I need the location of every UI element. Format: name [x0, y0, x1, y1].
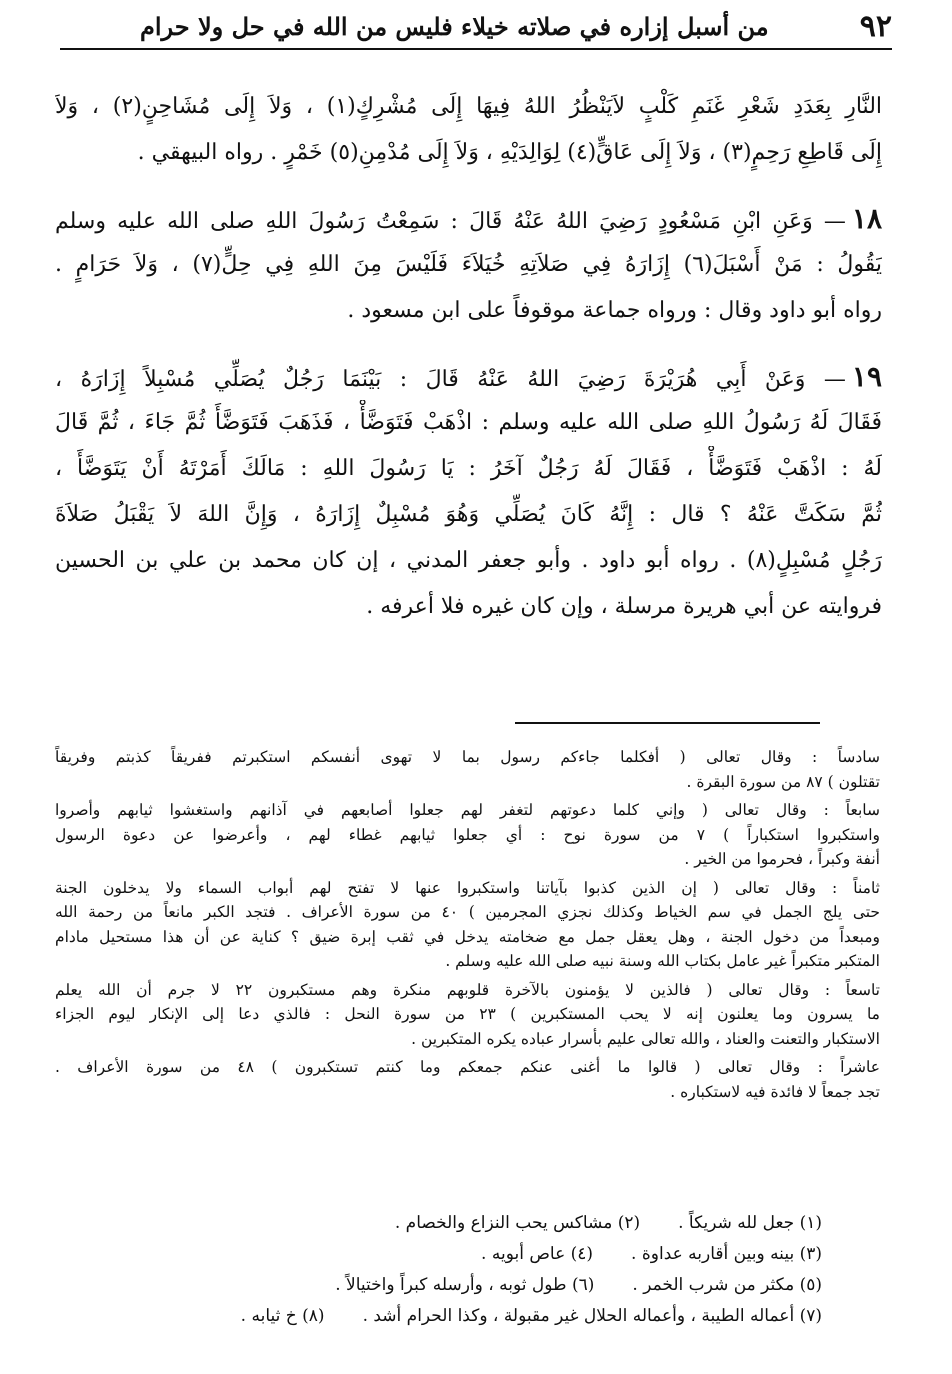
footnotes	[55, 745, 880, 1104]
text-line: رواه أبو داود وقال : ورواه جماعة موقوفاً على ابن مسعود .	[347, 298, 882, 323]
footnote-line: سادساً : وقال تعالى ( أفكلما جاءكم رسول بما لا تهوى أنفسكم استكبرتم ففريقاً كذبتم وفريقاً	[55, 748, 880, 766]
hadith-19-first-line	[55, 354, 882, 400]
note-item: (٤) عاص أبويه .	[481, 1244, 594, 1264]
note-row	[60, 1270, 822, 1301]
footnote-line: واستكبروا استكباراً ) ٧ من سورة نوح : أي جعلوا ثيابهم غطاء لهم ، وأعرضوا عن دعوة الرسول	[55, 825, 880, 844]
note-item: (٦) طول ثوبه ، وأرسله كبراً واختيالاً .	[335, 1275, 595, 1295]
page-number: ٩٢	[859, 8, 892, 44]
footnote-line: ما يسرون وما يعلنون إنه لا يحب المستكبرين ) ٢٣ من سورة النحل : فالذي دعا إلى الإنكار ليوم الجزاء	[55, 1005, 880, 1023]
note-row	[60, 1208, 822, 1239]
note-item: (١) جعل لله شريكاً .	[678, 1213, 822, 1233]
text-line: فَقَالَ لَهُ رَسُولُ اللهِ صلى الله عليه وسلم : اذْهَبْ فَتَوَضَّأْ ، فَذَهَبَ فَتَوَضَّأَ ثُمَّ جَاءَ ، ثُمَّ قَالَ	[55, 410, 882, 435]
text-line: يَقُولُ : مَنْ أَسْبَلَ(٦) إِزَارَهُ فِي صَلاَتِهِ خُيَلاَءَ فَلَيْسَ مِنَ اللهِ فِي حِلٍّ(٧) ، وَلاَ حَرَامٍ .	[55, 252, 882, 277]
footnote-line: تجد جمعاً لا فائدة فيه لاستكباره .	[670, 1082, 880, 1101]
text-line: رَجُلٍ مُسْبِلٍ(٨) . رواه أبو داود . وأبو جعفر المدني ، إن كان محمد بن علي بن الحسين	[55, 548, 882, 573]
footnote-line: ومبعداً من دخول الجنة ، وهل يعقل جمل مع ضخامته يدخل في ثقب إبرة ضيق ؟ كناية عن أن هذا مستحيل مادام	[55, 927, 880, 946]
hadith-number: ١٨	[851, 202, 882, 235]
word-notes	[60, 1208, 822, 1332]
text-line: النَّارِ بِعَدَدِ شَعْرِ غَنَمِ كَلْبٍ لاَيَنْظُرُ اللهُ فِيهَا إِلَى مُشْرِكٍ(١) ، وَلاَ إِلَى مُشَاحِنٍ(٢) ، وَلاَ	[55, 94, 882, 119]
footnote-line: ثامناً : وقال تعالى ( إن الذين كذبوا بآياتنا واستكبروا عنها لا تفتح لهم أبواب السماء ولا يدخلون الجنة	[55, 878, 880, 897]
text-line: فروايته عن أبي هريرة مرسلة ، وإن كان غيره فلا أعرفه .	[366, 594, 882, 619]
note-item: (٥) مكثر من شرب الخمر .	[632, 1275, 822, 1295]
footnote-line: حتى يلج الجمل في سم الخياط وكذلك نجزي المجرمين ) ٤٠ من سورة الأعراف . فتجد الكبر مانعاً من رحمة الله	[55, 903, 880, 921]
note-item: (٣) بينه وبين أقاربه عداوة .	[631, 1244, 822, 1264]
text-line: — وَعَنِ ابْنِ مَسْعُودٍ رَضِيَ اللهُ عَنْهُ قَالَ : سَمِعْتُ رَسُولَ اللهِ صلى الله عليه وسلم	[55, 209, 846, 234]
text-line: — وَعَنْ أَبِي هُرَيْرَةَ رَضِيَ اللهُ عَنْهُ قَالَ : بَيْنَمَا رَجُلٌ يُصَلِّي مُسْبِلاً إِزَارَهُ ،	[55, 367, 846, 392]
hadith-number: ١٩	[851, 360, 882, 393]
note-item: (٧) أعماله الطيبة ، وأعماله الحلال غير مقبولة ، وكذا الحرام أشد .	[362, 1306, 822, 1326]
footnote-line: المتكبر متكبراً غير عامل بكتاب الله وسنة نبيه صلى الله عليه وسلم .	[445, 952, 880, 970]
note-item: (٢) مشاكس يحب النزاع والخصام .	[394, 1213, 641, 1233]
main-text	[55, 84, 882, 630]
hadith-18-first-line	[55, 196, 882, 242]
footnote-line: سابعاً : وقال تعالى ( وإني كلما دعوتهم لتغفر لهم جعلوا أصابعهم في آذانهم واستغشوا ثيابهم وأصروا	[55, 801, 880, 819]
note-row	[60, 1301, 822, 1332]
footnote-line: تاسعاً : وقال تعالى ( فالذين لا يؤمنون بالآخرة قلوبهم منكرة وهم مستكبرون ٢٢ لا جرم أن الله يعلم	[55, 980, 880, 999]
note-row	[60, 1239, 822, 1270]
footnote-line: أنفة وكبراً ، فحرموا من الخير .	[684, 850, 880, 868]
footnote-line: تقتلون ) ٨٧ من سورة البقرة .	[686, 772, 880, 791]
footnote-line: عاشراً : وقال تعالى ( قالوا ما أغنى عنكم جمعكم وما كنتم تستكبرون ) ٤٨ من سورة الأعراف .	[55, 1058, 880, 1076]
text-line: لَهُ : اذْهَبْ فَتَوَضَّأْ ، فَقَالَ لَهُ رَجُلٌ آخَرُ : يَا رَسُولَ اللهِ : مَالَكَ أَمَرْتَهُ أَنْ يَتَوَضَّأَ ،	[55, 456, 882, 481]
text-line: إِلَى قَاطِعِ رَحِمٍ(٣) ، وَلاَ إِلَى عَاقٍّ(٤) لِوَالِدَيْهِ ، وَلاَ إِلَى مُدْمِنِ(٥) خَمْرٍ . رواه البيهقي .	[137, 140, 882, 165]
page-header	[60, 4, 892, 50]
running-title: من أسبل إزاره في صلاته خيلاء فليس من الله في حل ولا حرام	[140, 11, 769, 41]
text-line: ثُمَّ سَكَتَّ عَنْهُ ؟ قال : إِنَّهُ كَانَ يُصَلِّي وَهُوَ مُسْبِلٌ إِزَارَهُ ، وَإِنَّ اللهَ لاَ يَقْبَلُ صَلاَةَ	[55, 502, 882, 527]
footnote-line: الاستكبار والتعنت والعناد ، والله تعالى عليم بأسرار عباده يكره المتكبرين .	[411, 1029, 880, 1048]
footnote-divider	[515, 722, 820, 724]
note-item: (٨) خ ثيابه .	[240, 1306, 325, 1326]
